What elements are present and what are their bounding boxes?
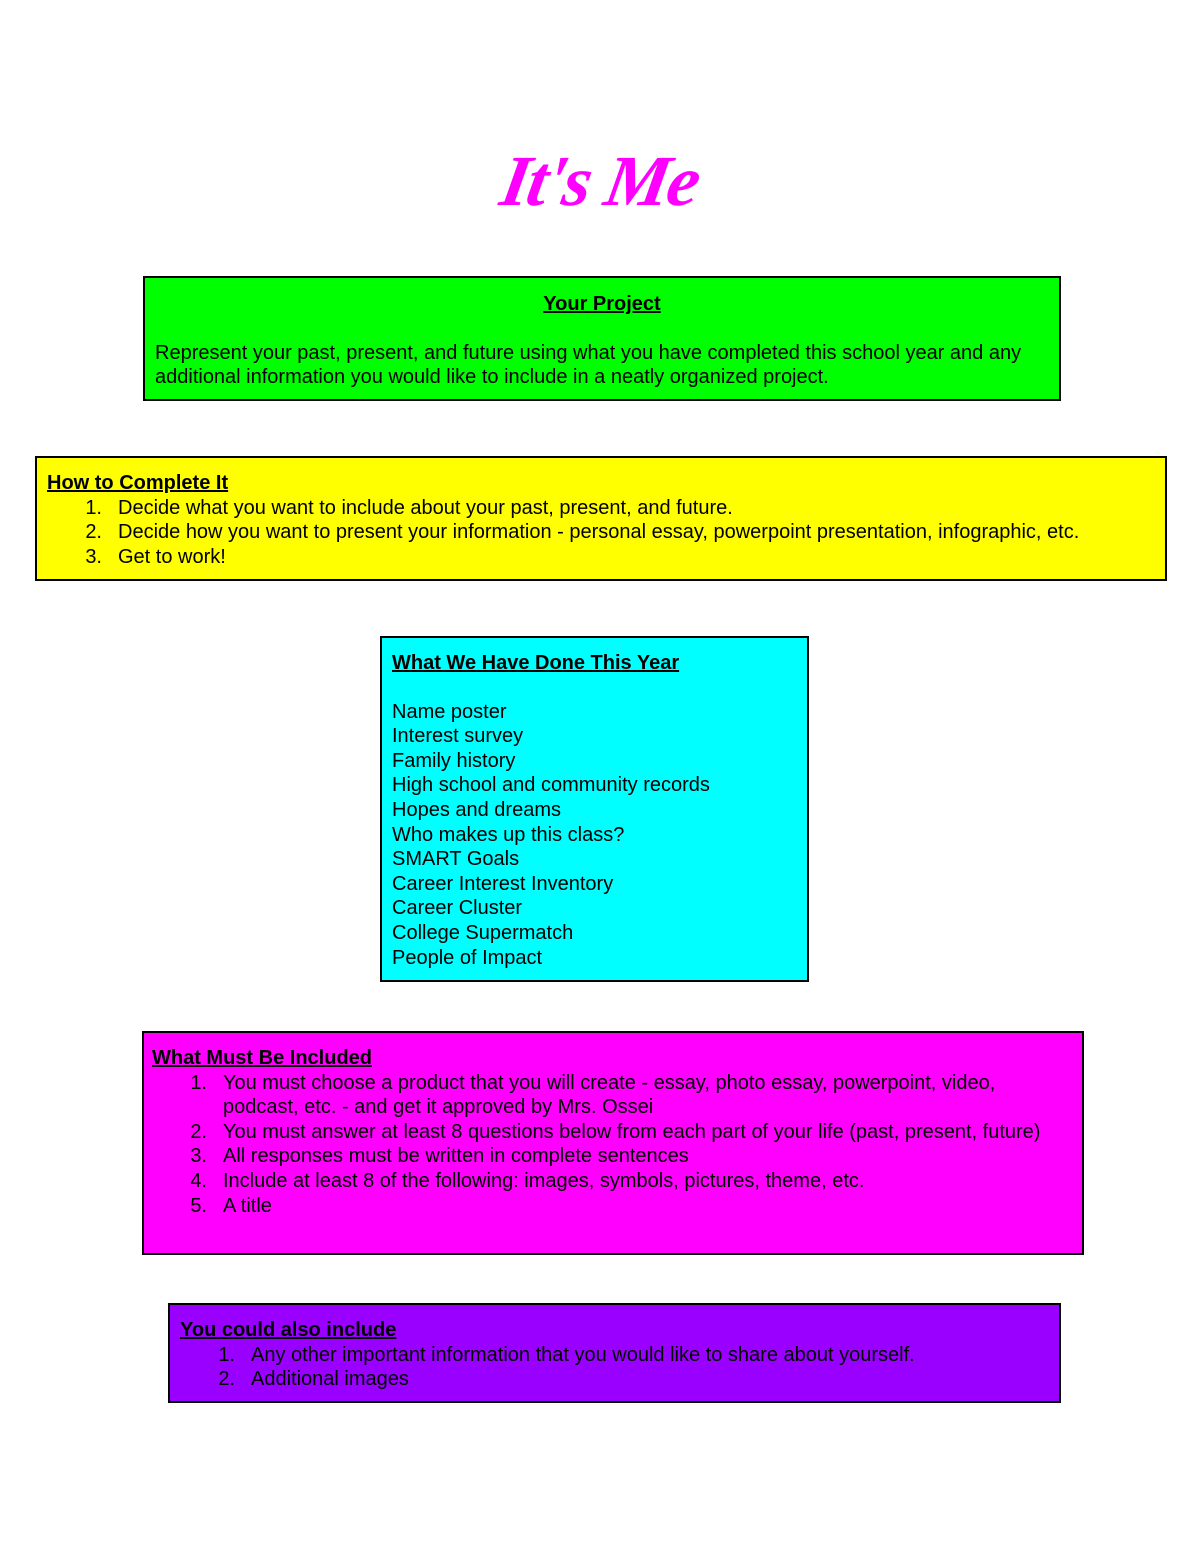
list-item: 4. Include at least 8 of the following: images, symbols, pictures, theme, etc. bbox=[190, 1169, 865, 1192]
list-item: Family history bbox=[392, 749, 516, 772]
you-could-also-include-list bbox=[180, 1343, 1049, 1392]
list-item: 3. All responses must be written in complete sentences bbox=[190, 1145, 689, 1168]
list-item: 2. Additional images bbox=[218, 1368, 409, 1391]
you-could-also-include-heading: You could also include bbox=[180, 1319, 397, 1341]
list-item: People of Impact bbox=[392, 946, 543, 969]
list-item: 3. Get to work! bbox=[85, 545, 226, 568]
you-could-also-include-box bbox=[168, 1303, 1061, 1403]
list-item: 1. Decide what you want to include about your past, present, and future. bbox=[85, 496, 733, 519]
what-must-be-included-list bbox=[152, 1071, 1074, 1219]
list-item: High school and community records bbox=[392, 774, 710, 797]
your-project-box bbox=[143, 276, 1061, 401]
list-item: 2. You must answer at least 8 questions below from each part of your life (past, present, future) bbox=[190, 1120, 1041, 1143]
what-we-have-done-heading: What We Have Done This Year bbox=[392, 652, 680, 674]
list-item: Interest survey bbox=[392, 725, 524, 748]
list-item: 2. Decide how you want to present your information - personal essay, powerpoint presentation, infographic, etc. bbox=[85, 521, 1080, 544]
your-project-body: Represent your past, present, and future using what you have completed this school year and any additional information you would like to include in a neatly organized project. bbox=[155, 341, 1022, 389]
list-item: Hopes and dreams bbox=[392, 798, 561, 821]
your-project-heading: Your Project bbox=[543, 293, 661, 315]
list-item: Name poster bbox=[392, 700, 507, 723]
list-item: Who makes up this class? bbox=[392, 823, 625, 846]
what-we-have-done-list bbox=[392, 700, 797, 971]
list-item: 1. Any other important information that you would like to share about yourself. bbox=[218, 1343, 915, 1366]
list-item: Career Cluster bbox=[392, 897, 523, 920]
list-item: 1. You must choose a product that you will create - essay, photo essay, powerpoint, video, podcast, etc. - and get it approved by Mrs. Ossei bbox=[190, 1071, 996, 1119]
list-item: SMART Goals bbox=[392, 848, 520, 871]
how-to-complete-box bbox=[35, 456, 1167, 581]
what-must-be-included-heading: What Must Be Included bbox=[152, 1047, 372, 1069]
list-item: College Supermatch bbox=[392, 921, 574, 944]
what-must-be-included-box bbox=[142, 1031, 1084, 1255]
how-to-complete-list bbox=[47, 496, 1155, 570]
list-item: 5. A title bbox=[190, 1194, 272, 1217]
page-title: It's Me bbox=[495, 141, 706, 221]
list-item: Career Interest Inventory bbox=[392, 872, 614, 895]
what-we-have-done-box bbox=[380, 636, 809, 982]
how-to-complete-heading: How to Complete It bbox=[47, 472, 229, 494]
